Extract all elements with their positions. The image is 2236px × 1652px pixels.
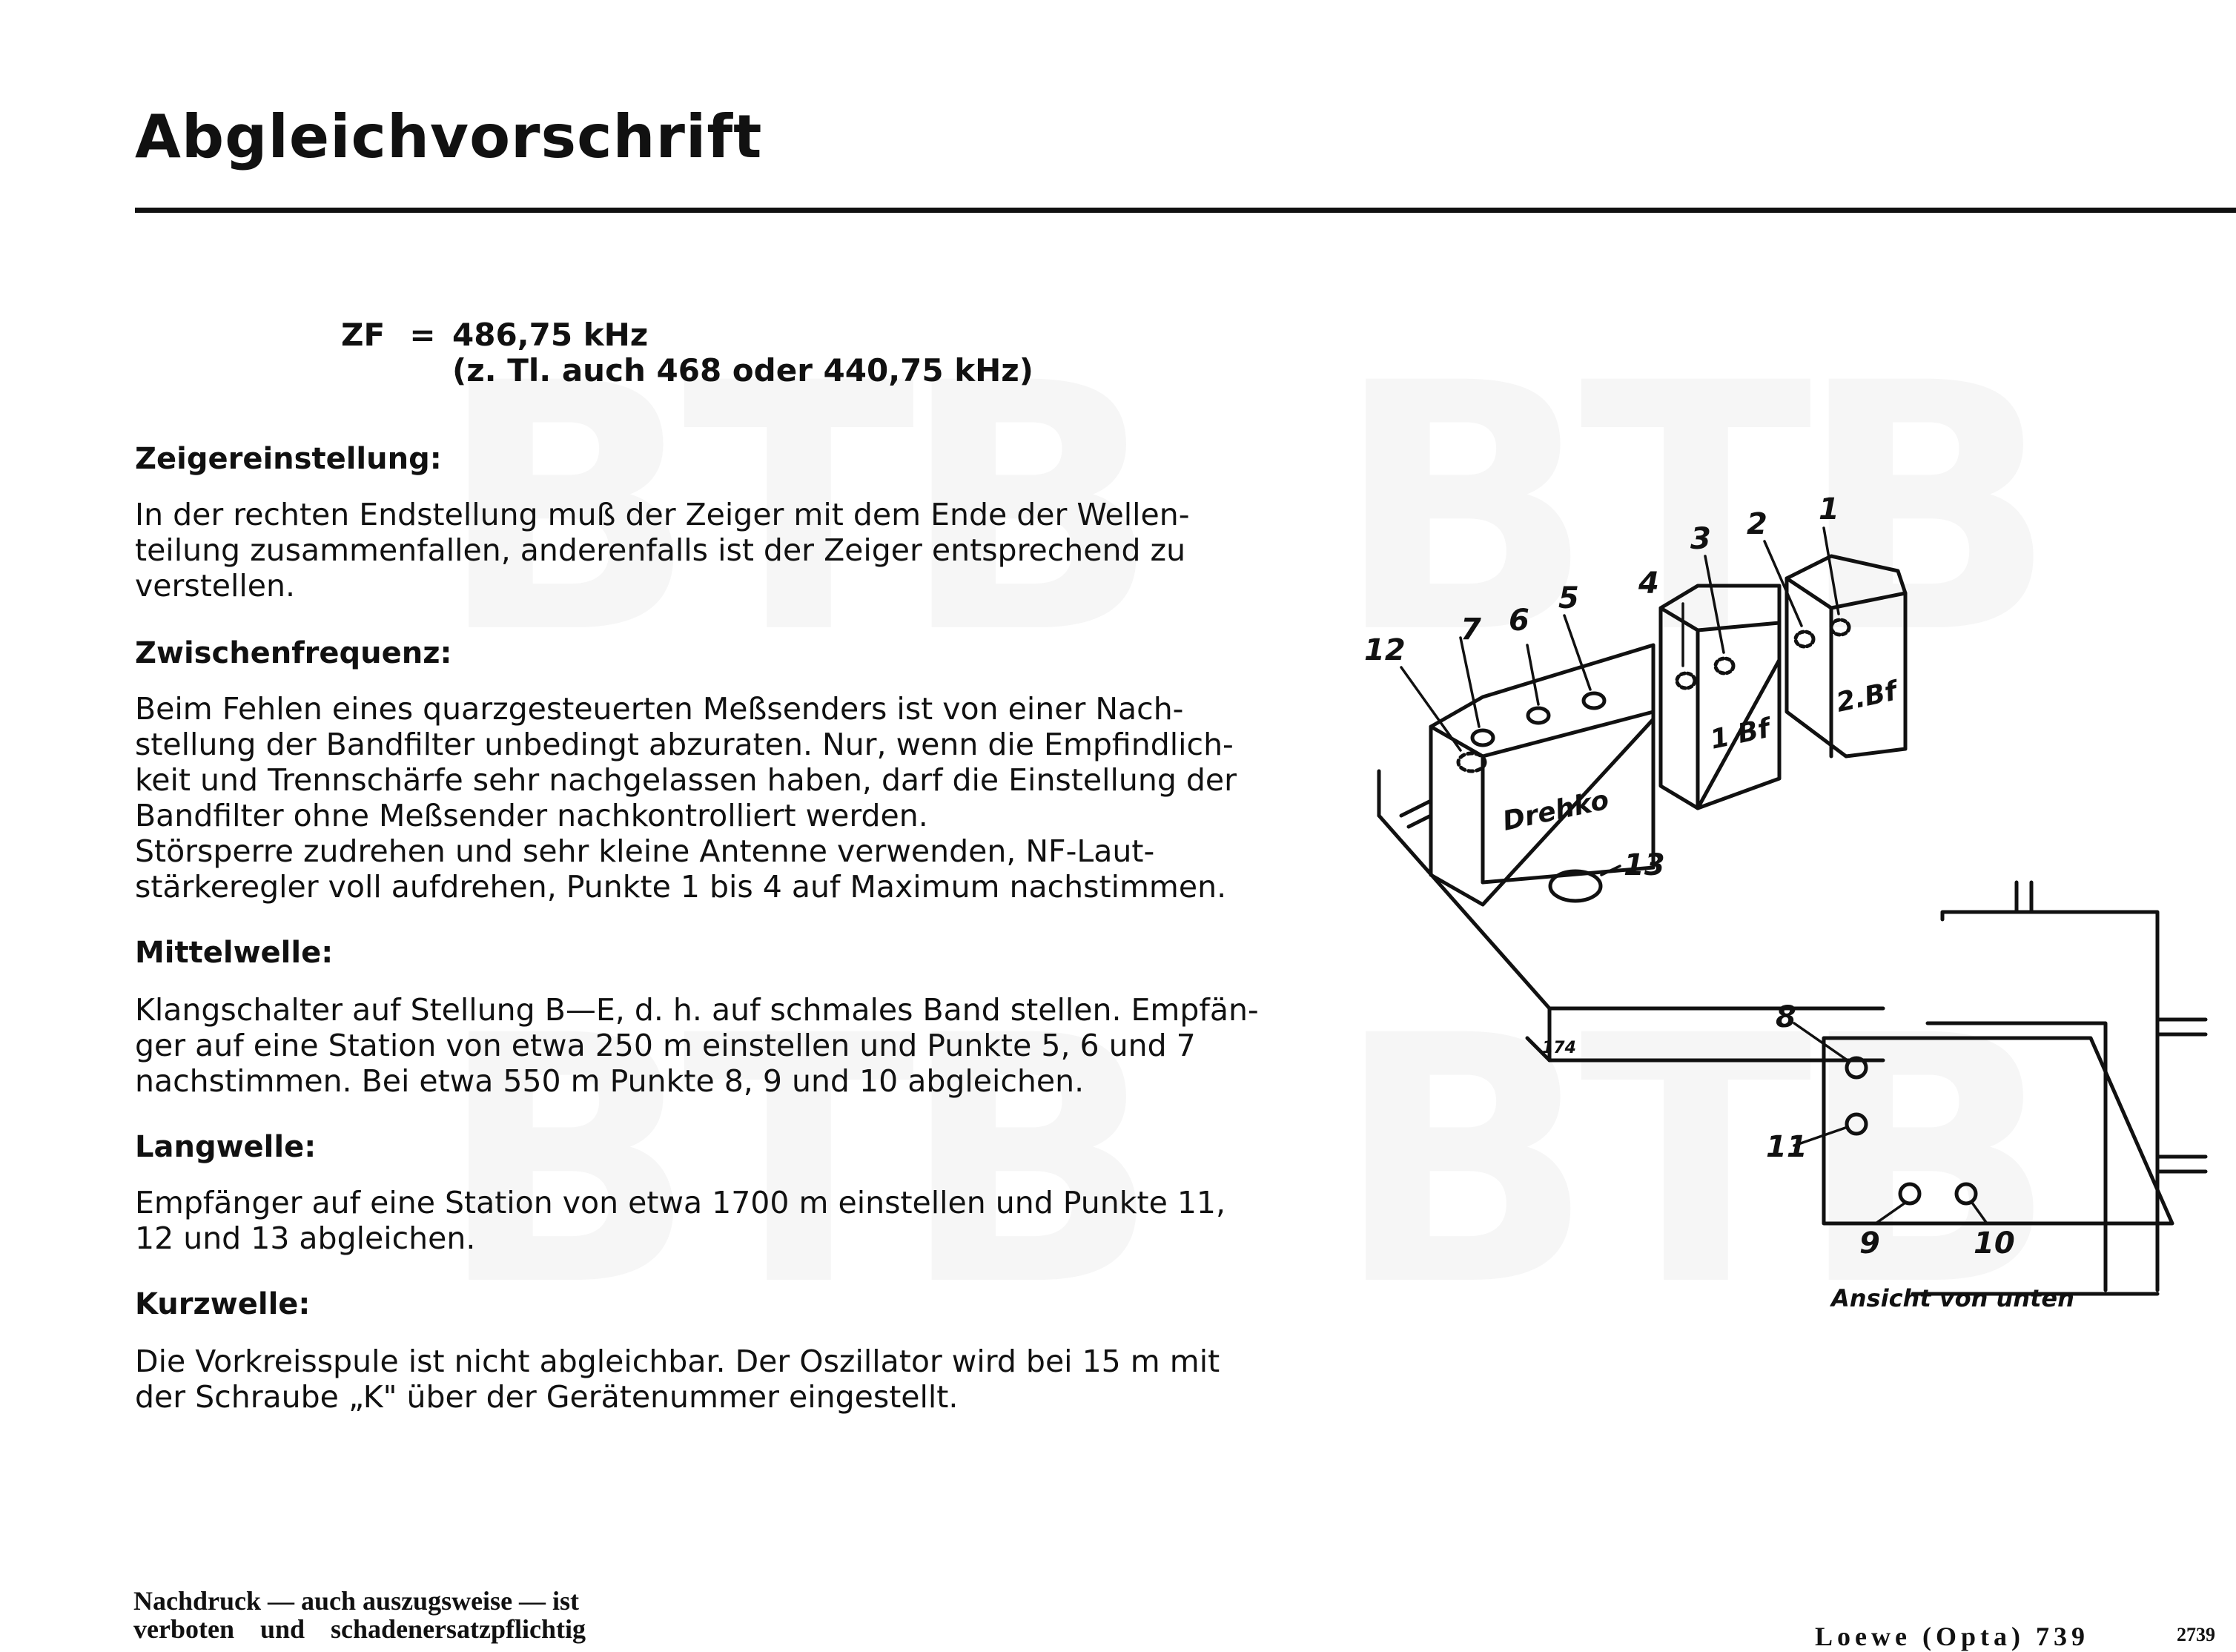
section-text-langwelle — [135, 1185, 1284, 1256]
zf-label: ZF — [341, 317, 386, 353]
section-heading-langwelle: Langwelle: — [135, 1130, 317, 1164]
section-text-zeigereinstellung — [135, 497, 1284, 604]
label-bf1: 1 Bf — [1707, 713, 1773, 756]
chassis-drawing — [1379, 771, 1883, 1060]
page-title: Abgleichvorschrift — [135, 102, 763, 171]
text-line: stärkeregler voll aufdrehen, Punkte 1 bis 4 auf Maximum nachstimmen. — [135, 869, 1227, 905]
text-line: 12 und 13 abgleichen. — [135, 1220, 476, 1256]
label-bottom-view: Ansicht von unten — [1831, 1284, 2074, 1312]
text-line: Klangschalter auf Stellung B—E, d. h. auf schmales Band stellen. Empfän- — [135, 992, 1259, 1028]
footer-line-2: verboten und schadenersatzpflichtig — [133, 1614, 586, 1644]
label-3: 3 — [1690, 522, 1711, 556]
zf-note: (z. Tl. auch 468 oder 440,75 kHz) — [452, 352, 1033, 389]
section-text-kurzwelle — [135, 1344, 1284, 1415]
label-drehko: Drehko — [1500, 784, 1612, 837]
text-line: In der rechten Endstellung muß der Zeiger mit dem Ende der Wellen- — [135, 497, 1190, 532]
text-line: Empfänger auf eine Station von etwa 1700 m einstellen und Punkte 11, — [135, 1185, 1226, 1220]
text-line: stellung der Bandfilter unbedingt abzuraten. Nur, wenn die Empfindlich- — [135, 727, 1234, 762]
section-heading-zeigereinstellung: Zeigereinstellung: — [135, 442, 442, 476]
label-10: 10 — [1974, 1226, 2015, 1261]
text-line: der Schraube „K" über der Gerätenummer eingestellt. — [135, 1379, 959, 1415]
label-bf2: 2.Bf — [1833, 675, 1899, 718]
section-heading-kurzwelle: Kurzwelle: — [135, 1287, 311, 1321]
footer-line-1: Nachdruck — auch auszugsweise — ist — [133, 1586, 580, 1616]
zf-equals: = — [409, 317, 436, 353]
label-9: 9 — [1859, 1226, 1880, 1261]
footer-copyright — [133, 1587, 586, 1643]
text-line: verstellen. — [135, 568, 296, 604]
zf-block — [341, 317, 1033, 389]
text-line: teilung zusammenfallen, anderenfalls ist der Zeiger entsprechend zu — [135, 532, 1186, 568]
text-line: Störsperre zudrehen und sehr kleine Antenne verwenden, NF-Laut- — [135, 833, 1155, 869]
label-12: 12 — [1364, 633, 1406, 667]
footer-page-number: 2739 — [2177, 1624, 2215, 1645]
text-line: Die Vorkreisspule ist nicht abgleichbar. Der Oszillator wird bei 15 m mit — [135, 1344, 1220, 1379]
label-1: 1 — [1819, 492, 1839, 526]
alignment-diagram — [1320, 297, 2224, 1335]
section-text-mittelwelle — [135, 992, 1284, 1099]
label-13: 13 — [1624, 848, 1665, 882]
title-rule — [135, 208, 2236, 213]
label-7: 7 — [1461, 612, 1481, 647]
label-11: 11 — [1766, 1130, 1807, 1164]
leader-lines — [1401, 528, 1839, 875]
label-5: 5 — [1558, 581, 1579, 615]
text-line: keit und Trennschärfe sehr nachgelassen haben, darf die Einstellung der — [135, 762, 1237, 798]
label-6: 6 — [1509, 604, 1529, 638]
text-line: nachstimmen. Bei etwa 550 m Punkte 8, 9 und 10 abgleichen. — [135, 1063, 1085, 1099]
text-line: Beim Fehlen eines quarzgesteuerten Meßsenders ist von einer Nach- — [135, 691, 1184, 727]
footer-model: Loewe (Opta) 739 — [1815, 1622, 2089, 1651]
label-2: 2 — [1747, 507, 1767, 541]
section-text-zwischenfrequenz — [135, 691, 1284, 905]
drehko-box — [1401, 645, 1653, 905]
section-heading-mittelwelle: Mittelwelle: — [135, 936, 334, 970]
text-line: ger auf eine Station von etwa 250 m einstellen und Punkte 5, 6 und 7 — [135, 1028, 1196, 1063]
text-line: Bandfilter ohne Meßsender nachkontrolliert werden. — [135, 798, 928, 833]
section-heading-zwischenfrequenz: Zwischenfrequenz: — [135, 636, 452, 670]
label-8: 8 — [1776, 1000, 1796, 1034]
bandfilter-2-box — [1787, 556, 1905, 756]
zf-value: 486,75 kHz — [452, 317, 649, 353]
label-174: 174 — [1542, 1039, 1576, 1057]
label-4: 4 — [1638, 566, 1659, 601]
bandfilter-1-box — [1661, 586, 1779, 808]
